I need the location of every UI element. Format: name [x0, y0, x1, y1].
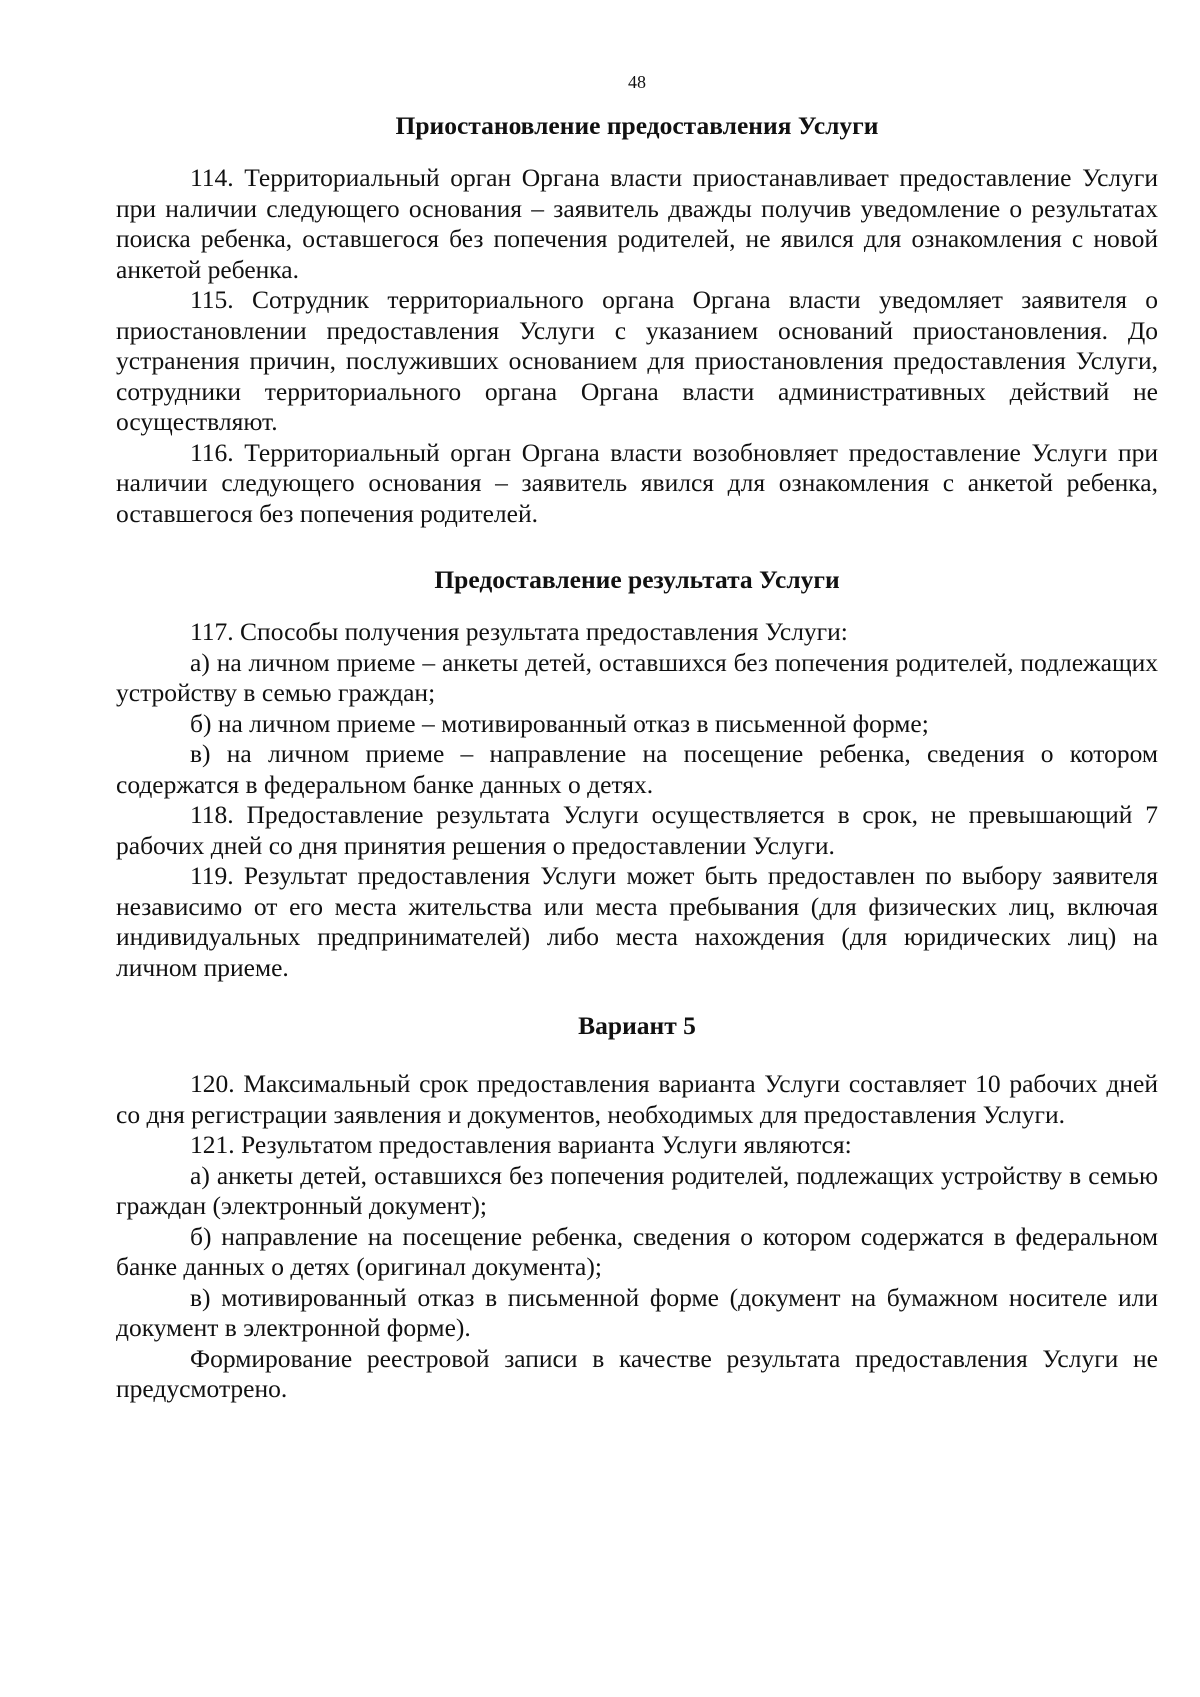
section-heading-variant-5: Вариант 5	[578, 1011, 696, 1040]
paragraph-121: 121. Результатом предоставления варианта Услуги являются:	[190, 1130, 852, 1159]
section-heading-result: Предоставление результата Услуги	[434, 565, 840, 594]
paragraph-117-v: в) на личном приеме – направление на посещение ребенка, сведения о котором содержатся в федеральном банке данных о детях.	[116, 739, 1158, 799]
paragraph-117-b: б) на личном приеме – мотивированный отказ в письменной форме;	[190, 708, 929, 738]
paragraph-registry-note: Формирование реестровой записи в качестве результата предоставления Услуги не предусмотрено.	[116, 1343, 1158, 1403]
paragraph-114: 114. Территориальный орган Органа власти приостанавливает предоставление Услуги при наличии следующего основания – заявитель дважды получив уведомление о результатах поиска ребенка, оставшегося без попечения родителей, не явился для ознакомления с новой анкетой ребенка.	[116, 163, 1158, 284]
paragraph-120: 120. Максимальный срок предоставления варианта Услуги составляет 10 рабочих дней со дня регистрации заявления и документов, необходимых для предоставления Услуги.	[116, 1069, 1158, 1129]
section-heading-suspension: Приостановление предоставления Услуги	[395, 111, 879, 140]
paragraph-115: 115. Сотрудник территориального органа Органа власти уведомляет заявителя о приостановлении предоставления Услуги с указанием оснований приостановления. До устранения причин, послуживших основанием для приостановления предоставления Услуги, сотрудники территориального органа Органа власти административных действий не осуществляют.	[116, 285, 1158, 436]
page-number: 48	[628, 72, 646, 92]
paragraph-117-a: а) на личном приеме – анкеты детей, оставшихся без попечения родителей, подлежащих устройству в семью граждан;	[116, 647, 1158, 707]
paragraph-116: 116. Территориальный орган Органа власти возобновляет предоставление Услуги при наличии следующего основания – заявитель явился для ознакомления с анкетой ребенка, оставшегося без попечения родителей.	[116, 437, 1158, 528]
paragraph-117: 117. Способы получения результата предоставления Услуги:	[190, 617, 848, 646]
paragraph-121-v: в) мотивированный отказ в письменной форме (документ на бумажном носителе или документ в электронной форме).	[116, 1282, 1158, 1342]
paragraph-119: 119. Результат предоставления Услуги может быть предоставлен по выбору заявителя независимо от его места жительства или места пребывания (для физических лиц, включая индивидуальных предпринимателей) либо места нахождения (для юридических лиц) на личном приеме.	[116, 861, 1158, 982]
section-body-variant-5	[116, 1069, 1158, 1405]
section-body-result	[116, 617, 1158, 983]
paragraph-118: 118. Предоставление результата Услуги осуществляется в срок, не превышающий 7 рабочих дней со дня принятия решения о предоставлении Услуги.	[116, 800, 1158, 860]
paragraph-121-b: б) направление на посещение ребенка, сведения о котором содержатся в федеральном банке данных о детях (оригинал документа);	[116, 1221, 1158, 1281]
section-body-suspension	[116, 163, 1158, 529]
paragraph-121-a: а) анкеты детей, оставшихся без попечения родителей, подлежащих устройству в семью граждан (электронный документ);	[116, 1160, 1158, 1220]
